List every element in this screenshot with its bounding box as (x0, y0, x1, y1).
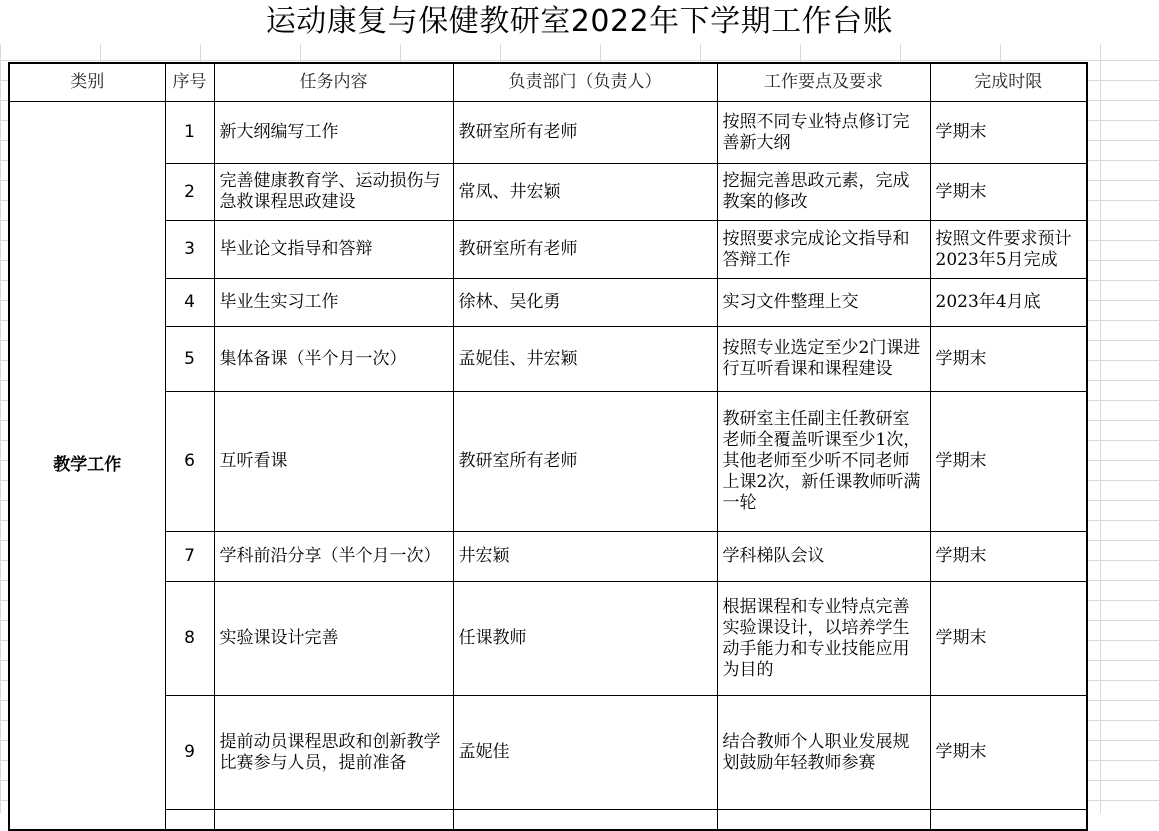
dept-cell[interactable]: 教研室所有老师 (453, 102, 717, 164)
dept-cell[interactable]: 常凤、井宏颖 (453, 164, 717, 221)
deadline-cell[interactable]: 学期末 (930, 696, 1087, 810)
table-row (9, 221, 1087, 279)
table-row (9, 582, 1087, 696)
seq-cell[interactable]: 3 (165, 221, 214, 279)
table-row (9, 327, 1087, 392)
seq-cell[interactable]: 1 (165, 102, 214, 164)
points-cell[interactable]: 学科梯队会议 (717, 532, 930, 582)
task-cell[interactable]: 毕业生实习工作 (214, 279, 453, 327)
table-row (9, 696, 1087, 810)
points-cell[interactable]: 实习文件整理上交 (717, 279, 930, 327)
points-cell[interactable]: 按照不同专业特点修订完善新大纲 (717, 102, 930, 164)
task-cell[interactable]: 完善健康教育学、运动损伤与急救课程思政建设 (214, 164, 453, 221)
task-cell[interactable]: 集体备课（半个月一次） (214, 327, 453, 392)
points-cell[interactable]: 挖掘完善思政元素，完成教案的修改 (717, 164, 930, 221)
dept-cell[interactable]: 徐林、吴化勇 (453, 279, 717, 327)
header-seq[interactable]: 序号 (165, 63, 214, 102)
dept-cell[interactable]: 井宏颖 (453, 532, 717, 582)
seq-cell[interactable]: 2 (165, 164, 214, 221)
table-row (9, 392, 1087, 532)
task-cell[interactable]: 毕业论文指导和答辩 (214, 221, 453, 279)
deadline-cell[interactable]: 学期末 (930, 164, 1087, 221)
seq-cell[interactable]: 7 (165, 532, 214, 582)
deadline-cell[interactable]: 学期末 (930, 102, 1087, 164)
deadline-cell[interactable]: 2023年4月底 (930, 279, 1087, 327)
header-category[interactable]: 类别 (9, 63, 165, 102)
task-cell[interactable]: 互听看课 (214, 392, 453, 532)
seq-cell[interactable]: 6 (165, 392, 214, 532)
points-cell[interactable]: 按照要求完成论文指导和答辩工作 (717, 221, 930, 279)
header-deadline[interactable]: 完成时限 (930, 63, 1087, 102)
table-row (9, 164, 1087, 221)
table-row (9, 279, 1087, 327)
seq-cell[interactable]: 9 (165, 696, 214, 810)
points-cell[interactable]: 按照专业选定至少2门课进行互听看课和课程建设 (717, 327, 930, 392)
table-row (9, 532, 1087, 582)
deadline-cell[interactable]: 学期末 (930, 582, 1087, 696)
ledger-table (8, 62, 1088, 831)
points-cell[interactable]: 教研室主任副主任教研室老师全覆盖听课至少1次，其他老师至少听不同老师上课2次，新任课教师听满一轮 (717, 392, 930, 532)
deadline-cell[interactable]: 按照文件要求预计2023年5月完成 (930, 221, 1087, 279)
dept-cell[interactable]: 教研室所有老师 (453, 221, 717, 279)
deadline-cell[interactable]: 学期末 (930, 392, 1087, 532)
header-points[interactable]: 工作要点及要求 (717, 63, 930, 102)
dept-cell[interactable]: 孟妮佳、井宏颖 (453, 327, 717, 392)
dept-cell[interactable]: 任课教师 (453, 582, 717, 696)
category-cell[interactable]: 教学工作 (9, 102, 165, 830)
dept-cell[interactable]: 孟妮佳 (453, 696, 717, 810)
task-cell[interactable]: 提前动员课程思政和创新教学比赛参与人员，提前准备 (214, 696, 453, 810)
seq-cell[interactable]: 8 (165, 582, 214, 696)
task-cell[interactable]: 新大纲编写工作 (214, 102, 453, 164)
header-row (9, 63, 1087, 102)
seq-cell[interactable]: 5 (165, 327, 214, 392)
sheet-title: 运动康复与保健教研室2022年下学期工作台账 (0, 0, 1159, 44)
seq-cell[interactable]: 4 (165, 279, 214, 327)
task-cell[interactable]: 学科前沿分享（半个月一次） (214, 532, 453, 582)
dept-cell[interactable]: 教研室所有老师 (453, 392, 717, 532)
deadline-cell[interactable]: 学期末 (930, 327, 1087, 392)
points-cell[interactable]: 结合教师个人职业发展规划鼓励年轻教师参赛 (717, 696, 930, 810)
table-row (9, 102, 1087, 164)
deadline-cell[interactable]: 学期末 (930, 532, 1087, 582)
points-cell[interactable]: 根据课程和专业特点完善实验课设计，以培养学生动手能力和专业技能应用为目的 (717, 582, 930, 696)
header-dept[interactable]: 负责部门（负责人） (453, 63, 717, 102)
header-task[interactable]: 任务内容 (214, 63, 453, 102)
task-cell[interactable]: 实验课设计完善 (214, 582, 453, 696)
